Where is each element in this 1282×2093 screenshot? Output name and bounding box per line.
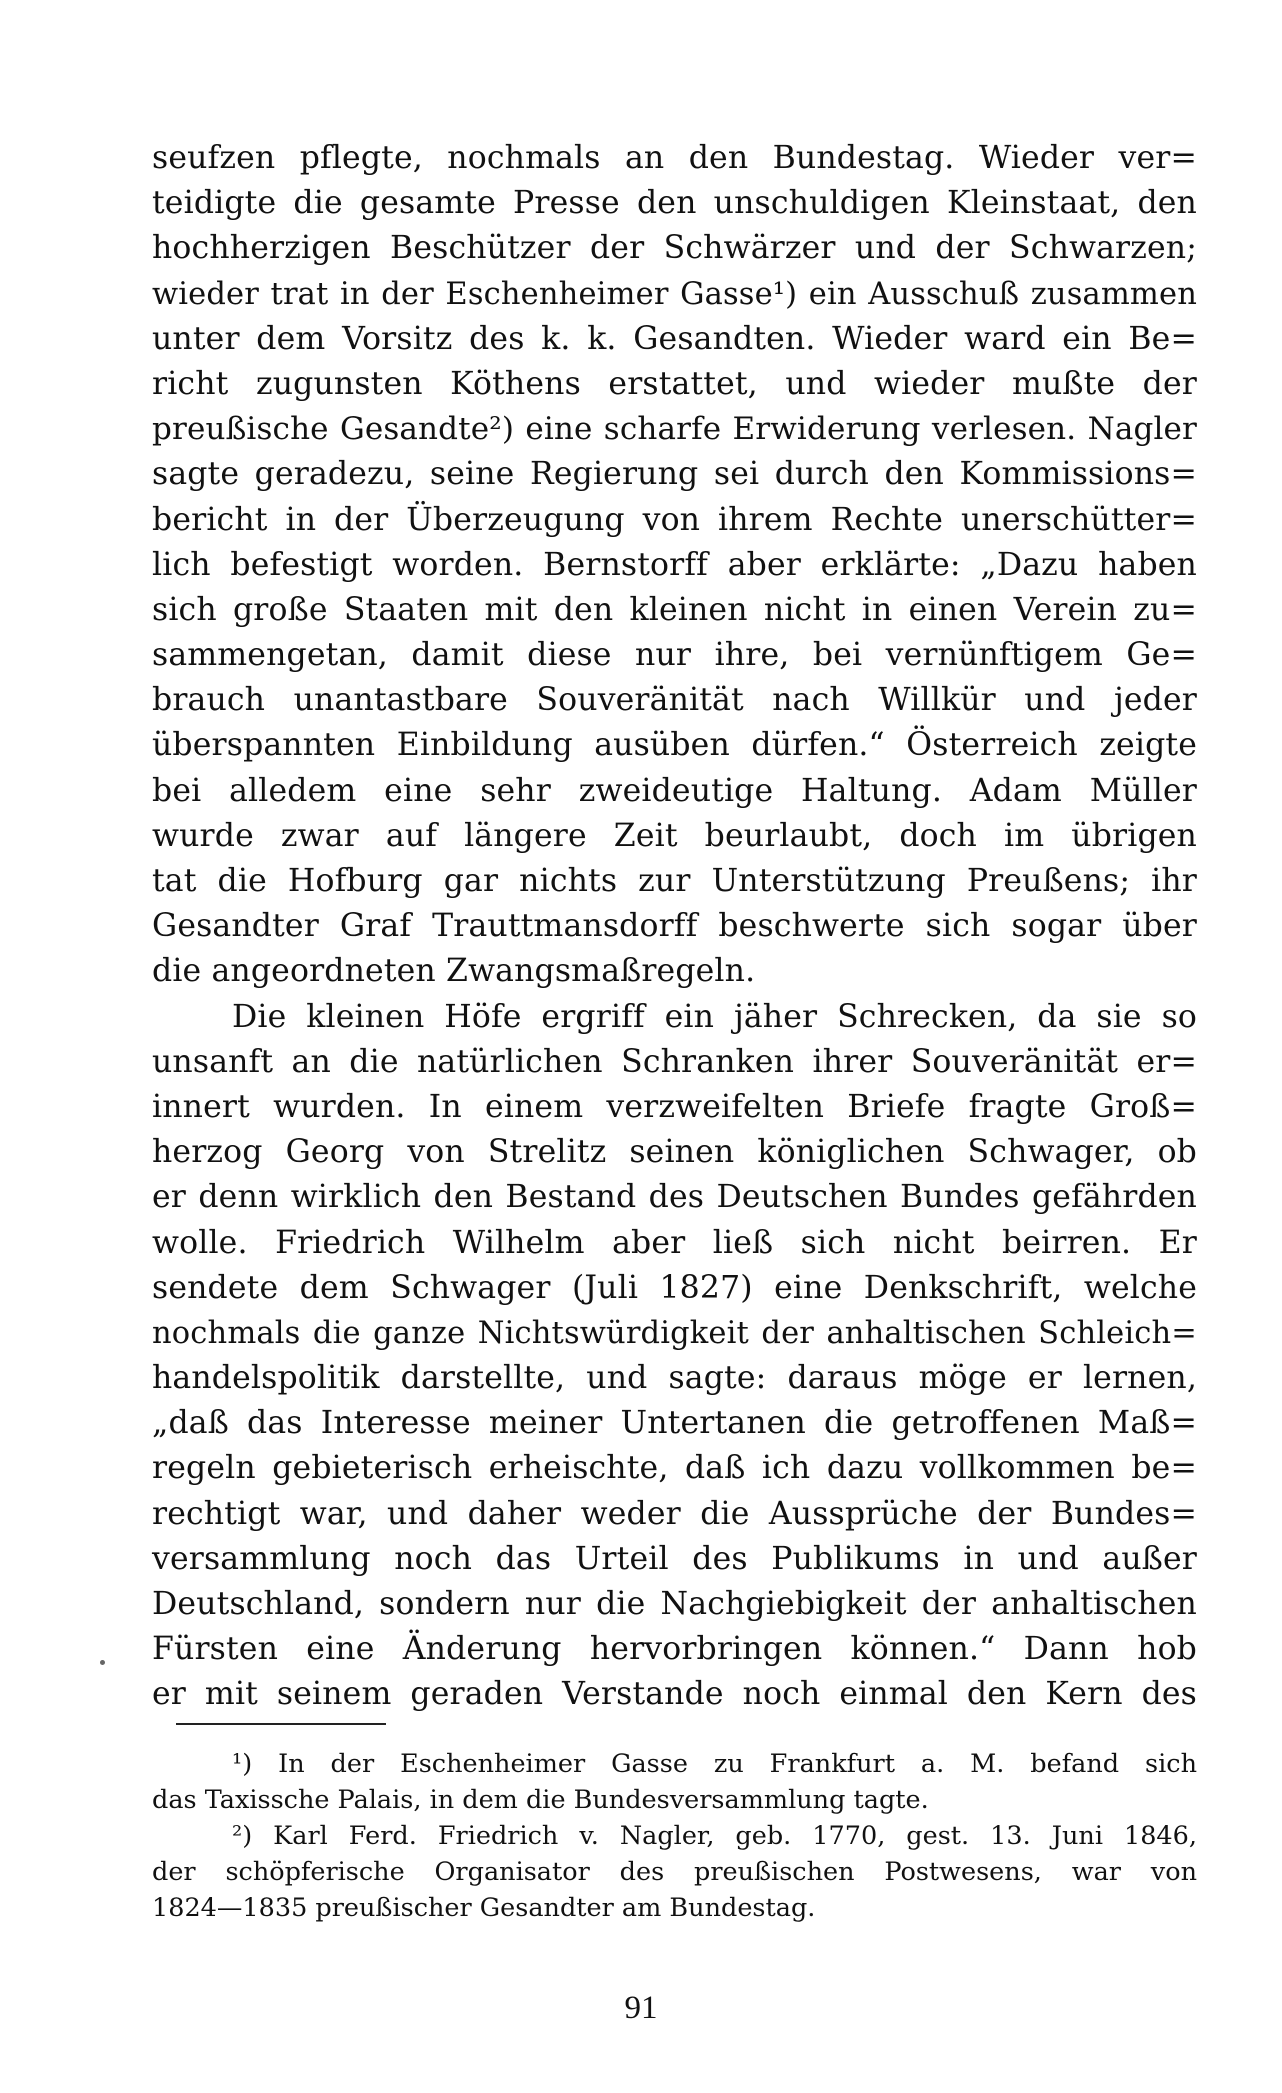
- text-line: hochherzigen Beschützer der Schwärzer und der Schwarzen;: [152, 230, 1197, 267]
- margin-speck: [100, 1660, 105, 1665]
- text-line: bericht in der Überzeugung von ihrem Rechte unerschütter=: [152, 501, 1197, 538]
- footnote-1-line: das Taxissche Palais, in dem die Bundesversammlung tagte.: [152, 1785, 929, 1815]
- text-line: bei alledem eine sehr zweideutige Haltung. Adam Müller: [152, 772, 1197, 809]
- text-line: nochmals die ganze Nichtswürdigkeit der anhaltischen Schleich=: [152, 1315, 1197, 1351]
- text-line: innert wurden. In einem verzweifelten Briefe fragte Groß=: [152, 1088, 1197, 1125]
- footnote-2-line: ²) Karl Ferd. Friedrich v. Nagler, geb. 1770, gest. 13. Juni 1846,: [232, 1821, 1197, 1851]
- text-line: regeln gebieterisch erheischte, daß ich dazu vollkommen be=: [152, 1450, 1197, 1487]
- text-line: teidigte die gesamte Presse den unschuldigen Kleinstaat, den: [152, 185, 1197, 222]
- footnote-divider: [176, 1723, 386, 1725]
- text-line: überspannten Einbildung ausüben dürfen.“ Österreich zeigte: [152, 727, 1197, 764]
- text-line: brauch unantastbare Souveränität nach Willkür und jeder: [152, 682, 1197, 719]
- text-line: lich befestigt worden. Bernstorff aber erklärte: „Dazu haben: [152, 546, 1197, 583]
- page-number: 91: [624, 1990, 658, 2026]
- text-line: handelspolitik darstellte, und sagte: daraus möge er lernen,: [152, 1360, 1197, 1397]
- text-line: sendete dem Schwager (Juli 1827) eine Denkschrift, welche: [152, 1269, 1197, 1306]
- main-text-block: [152, 136, 1197, 1718]
- text-line: sammengetan, damit diese nur ihre, bei vernünftigem Ge=: [152, 637, 1197, 674]
- text-line: sich große Staaten mit den kleinen nicht in einen Verein zu=: [152, 591, 1197, 628]
- footnote-1-line: ¹) In der Eschenheimer Gasse zu Frankfurt a. M. befand sich: [232, 1749, 1197, 1779]
- paragraph-start-line: Die kleinen Höfe ergriff ein jäher Schrecken, da sie so: [232, 998, 1197, 1035]
- text-line: unsanft an die natürlichen Schranken ihrer Souveränität er=: [152, 1043, 1197, 1080]
- footnote-2-line: 1824—1835 preußischer Gesandter am Bundestag.: [152, 1893, 816, 1923]
- footnote-2-line: der schöpferische Organisator des preußischen Postwesens, war von: [152, 1857, 1197, 1887]
- text-line: tat die Hofburg gar nichts zur Unterstützung Preußens; ihr: [152, 863, 1197, 899]
- text-line: unter dem Vorsitz des k. k. Gesandten. Wieder ward ein Be=: [152, 320, 1197, 357]
- text-line: Gesandter Graf Trauttmansdorff beschwerte sich sogar über: [152, 908, 1197, 945]
- text-line: er denn wirklich den Bestand des Deutschen Bundes gefährden: [152, 1179, 1197, 1216]
- text-line: rechtigt war, und daher weder die Aussprüche der Bundes=: [152, 1495, 1197, 1532]
- text-line: er mit seinem geraden Verstande noch einmal den Kern des: [152, 1676, 1197, 1713]
- text-line: preußische Gesandte²) eine scharfe Erwiderung verlesen. Nagler: [152, 411, 1197, 448]
- paragraph-end-line: die angeordneten Zwangsmaßregeln.: [152, 953, 756, 990]
- footnotes-block: [152, 1746, 1197, 1926]
- text-line: wolle. Friedrich Wilhelm aber ließ sich nicht beirren. Er: [152, 1224, 1197, 1261]
- text-line: richt zugunsten Köthens erstattet, und wieder mußte der: [152, 365, 1197, 402]
- text-line: herzog Georg von Strelitz seinen königlichen Schwager, ob: [152, 1134, 1197, 1171]
- text-line: sagte geradezu, seine Regierung sei durch den Kommissions=: [152, 456, 1197, 493]
- text-line: wurde zwar auf längere Zeit beurlaubt, doch im übrigen: [152, 817, 1197, 854]
- text-line: „daß das Interesse meiner Untertanen die getroffenen Maß=: [152, 1405, 1197, 1442]
- text-line: Deutschland, sondern nur die Nachgiebigkeit der anhaltischen: [152, 1586, 1197, 1622]
- text-line: versammlung noch das Urteil des Publikums in und außer: [152, 1540, 1197, 1577]
- text-line: seufzen pflegte, nochmals an den Bundestag. Wieder ver=: [152, 140, 1197, 176]
- text-line: wieder trat in der Eschenheimer Gasse¹) ein Ausschuß zusammen: [152, 276, 1197, 312]
- text-line: Fürsten eine Änderung hervorbringen können.“ Dann hob: [152, 1631, 1197, 1668]
